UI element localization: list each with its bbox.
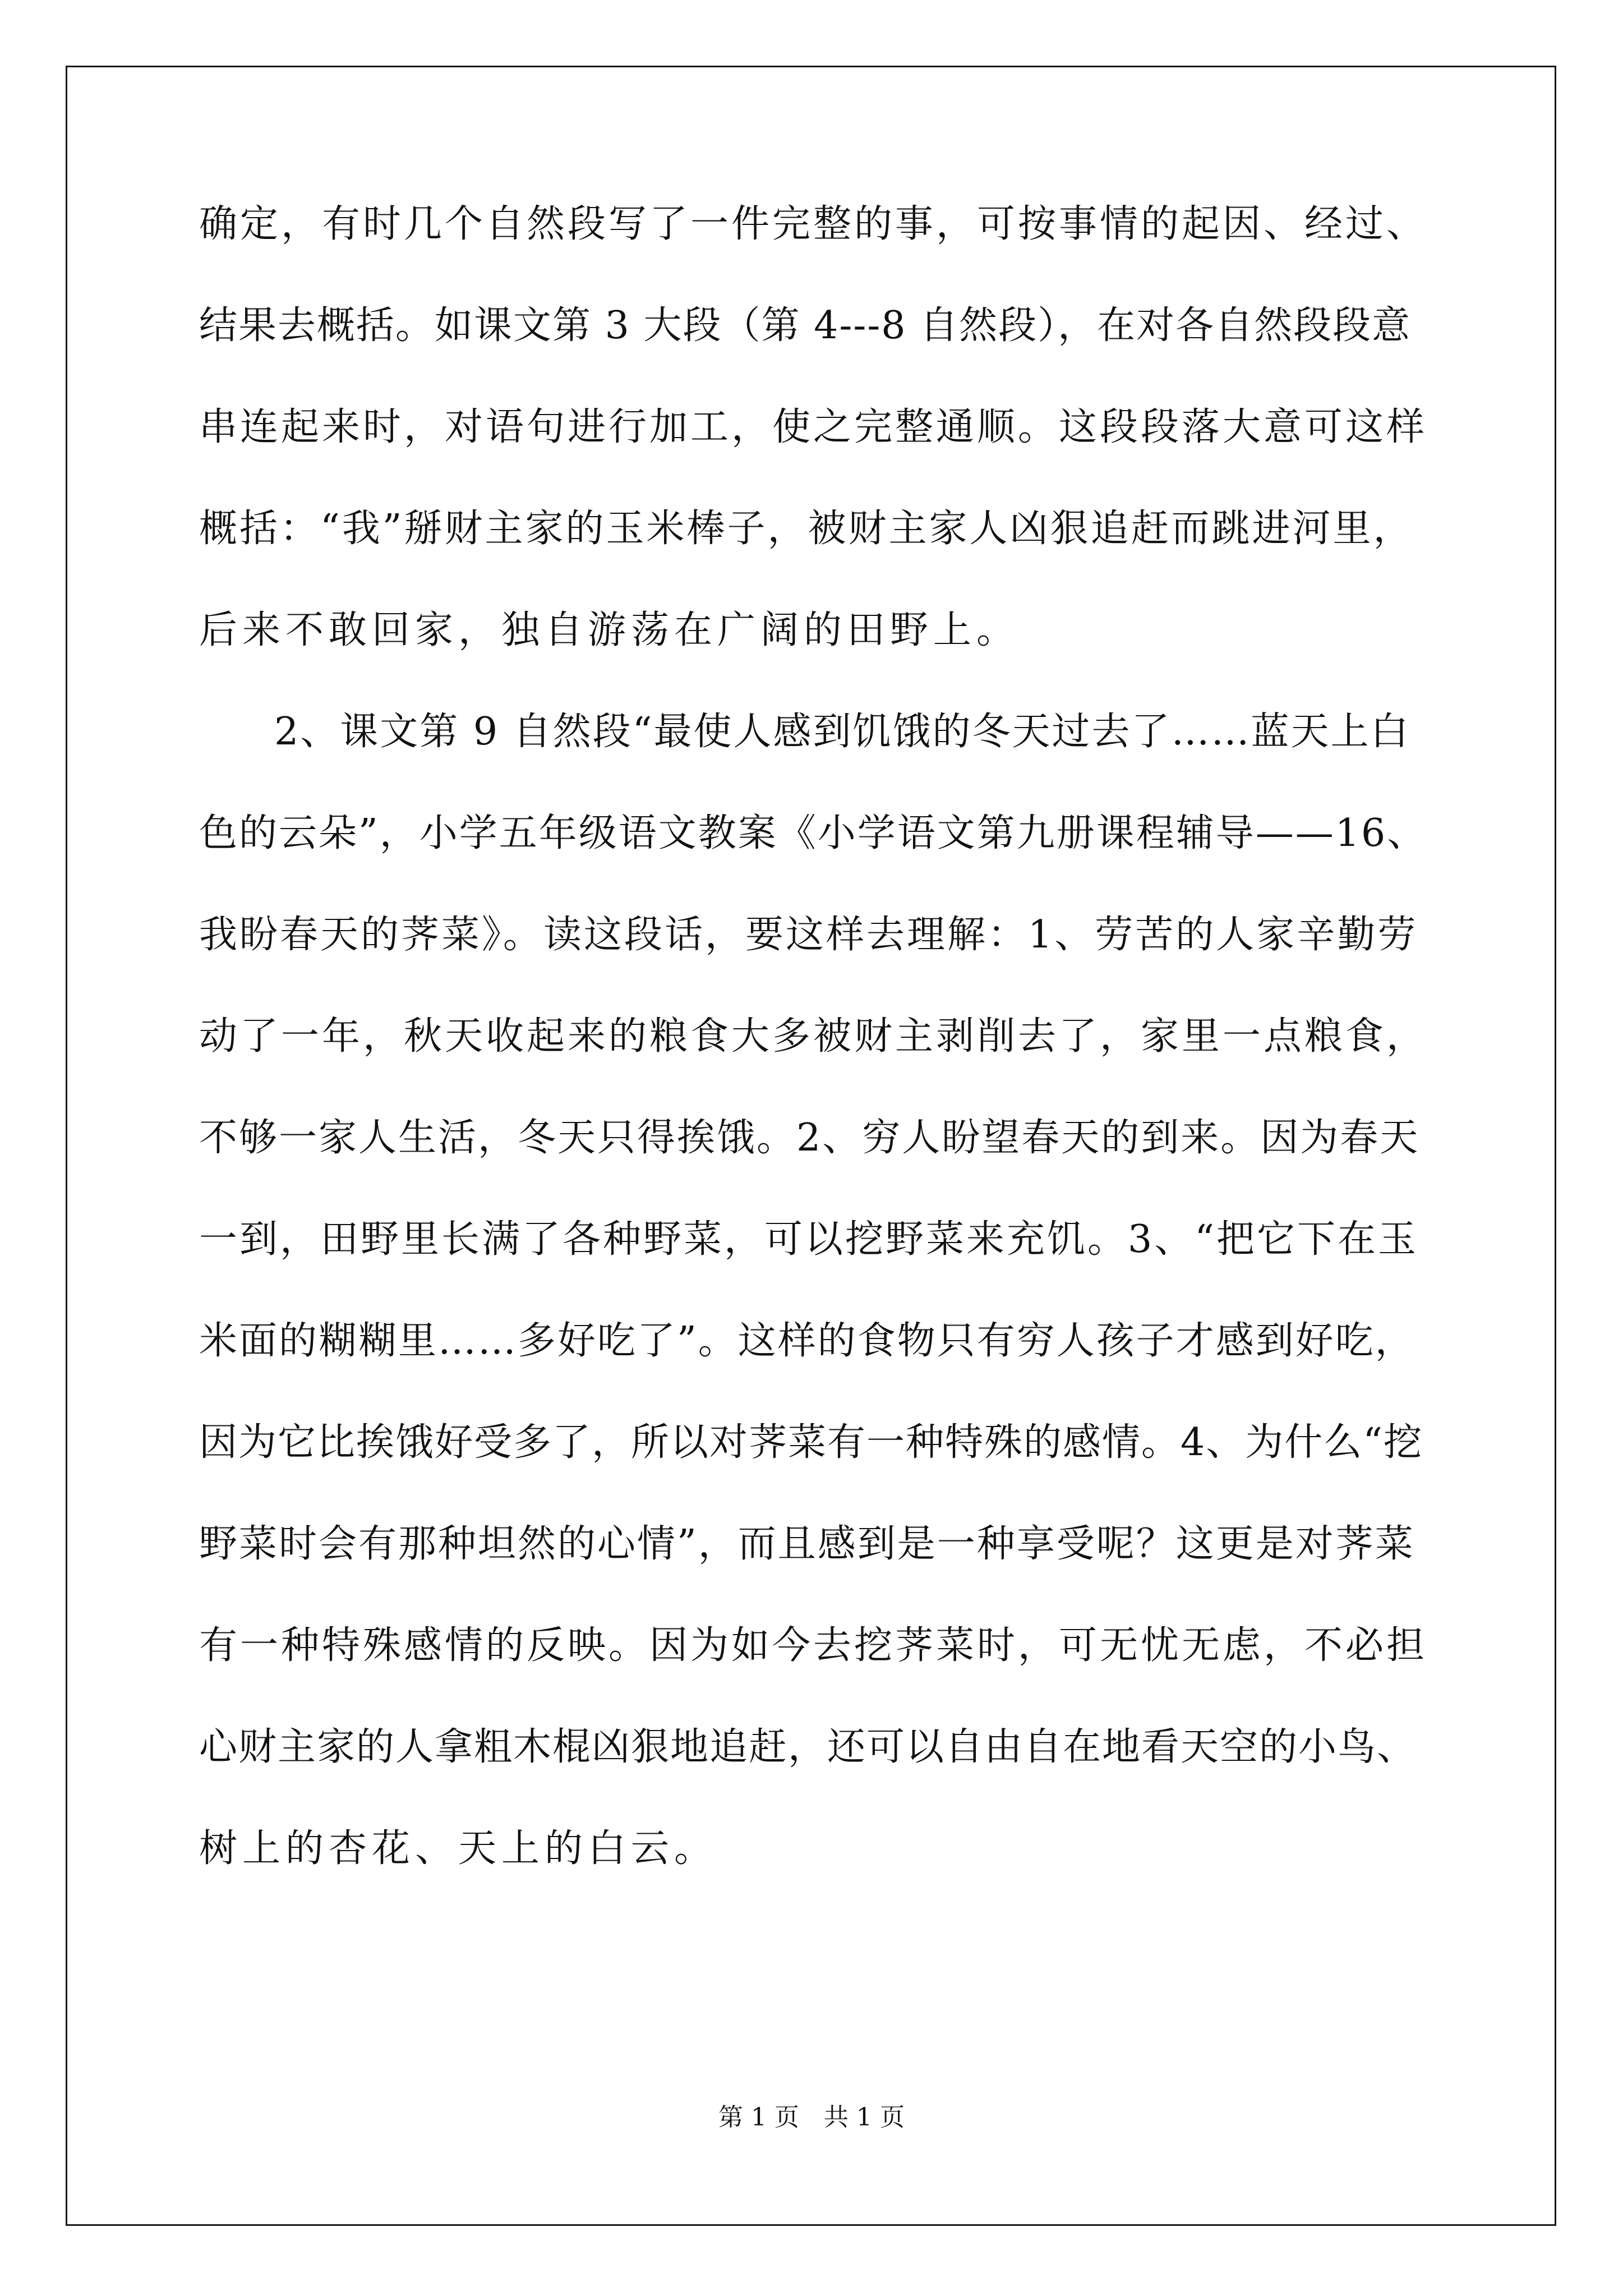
text-line: 串连起来时，对语句进行加工，使之完整通顺。这段段落大意可这样 [199,405,1428,449]
text-line: 色的云朵”，小学五年级语文教案《小学语文第九册课程辅导——16、 [199,811,1427,855]
text-line: 确定，有时几个自然段写了一件完整的事，可按事情的起因、经过、 [199,202,1428,246]
text-line: 树上的杏花、天上的白云。 [199,1826,718,1871]
text-line: 因为它比挨饿好受多了，所以对荠菜有一种特殊的感情。4、为什么“挖 [199,1420,1423,1465]
text-line: 概括：“我”掰财主家的玉米棒子，被财主家人凶狠追赶而跳进河里， [199,507,1414,551]
text-line: 野菜时会有那种坦然的心情”，而且感到是一种享受呢？这更是对荠菜 [199,1522,1415,1566]
paragraph-start-line: 2、课文第 9 自然段“最使人感到饥饿的冬天过去了……蓝天上白 [274,710,1410,754]
text-line: 一到，田野里长满了各种野菜，可以挖野菜来充饥。3、“把它下在玉 [199,1217,1419,1262]
text-line: 心财主家的人拿粗木棍凶狠地追赶，还可以自由自在地看天空的小鸟、 [199,1725,1417,1769]
text-line: 我盼春天的荠菜》。读这段话，要这样去理解：1、劳苦的人家辛勤劳 [199,913,1418,957]
text-line: 不够一家人生活，冬天只得挨饿。2、穷人盼望春天的到来。因为春天 [199,1116,1420,1160]
text-line: 有一种特殊感情的反映。因为如今去挖荠菜时，可无忧无虑，不必担 [199,1623,1428,1668]
text-line: 结果去概括。如课文第 3 大段（第 4---8 自然段），在对各自然段段意 [199,303,1412,348]
text-line: 后来不敢回家，独自游荡在广阔的田野上。 [199,608,1020,652]
text-line: 米面的糊糊里……多好吃了”。这样的食物只有穷人孩子才感到好吃， [199,1319,1415,1363]
page-number-footer: 第 1 页 共 1 页 [718,2103,905,2132]
text-line: 动了一年，秋天收起来的粮食大多被财主剥削去了，家里一点粮食， [199,1014,1428,1059]
